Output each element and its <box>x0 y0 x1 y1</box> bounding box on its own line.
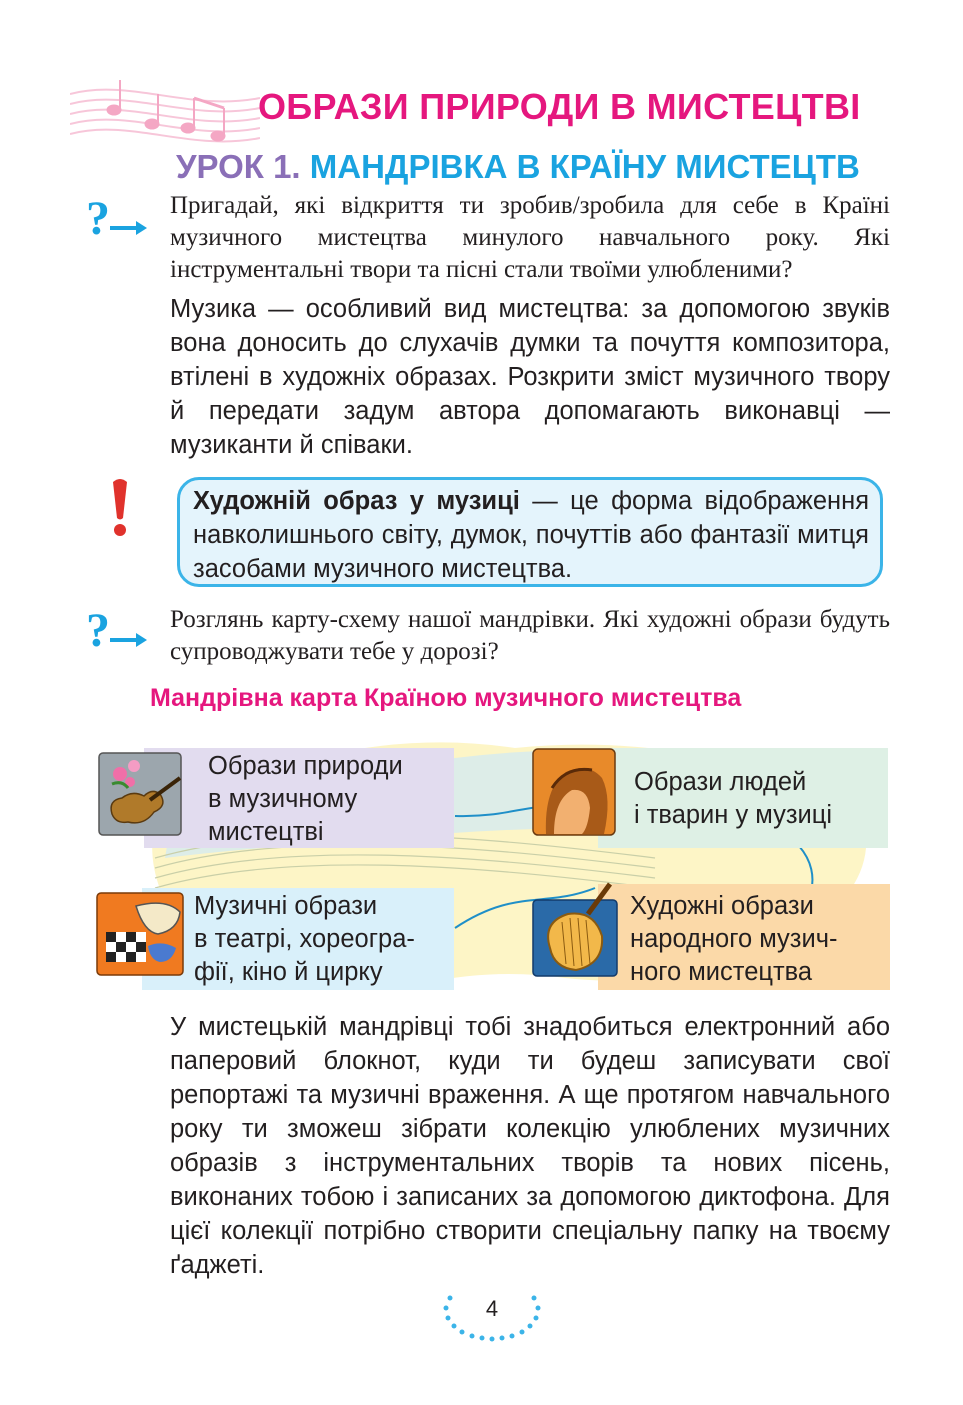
music-notes-decoration <box>70 68 260 158</box>
lesson-title <box>176 148 860 186</box>
svg-text:?: ? <box>86 604 110 652</box>
portrait-icon <box>532 748 616 836</box>
map-card-people <box>598 748 888 848</box>
question-arrow-icon <box>84 190 150 240</box>
map-title: Мандрівна карта Країною музичного мистецтва <box>150 684 742 712</box>
lesson-name: МАНДРІВКА В КРАЇНУ МИСТЕЦТВ <box>309 148 860 185</box>
map-card-label: Образи людей і тварин у музиці <box>634 768 833 829</box>
bandura-icon <box>532 878 618 978</box>
intro-paragraph: Музика — особливий вид мистецтва: за допомогою звуків вона доносить до слухачів думки та почуття композитора, втілені в художніх образах. Розкрити зміст музичного твору й передати задум автора допомагають виконавці — музиканти й співаки. <box>170 295 890 459</box>
map-card-folk <box>598 884 890 990</box>
exclamation-icon <box>108 478 132 538</box>
section-title: ОБРАЗИ ПРИРОДИ В МИСТЕЦТВІ <box>258 86 861 127</box>
page-number: 4 <box>485 1296 499 1321</box>
map-card-theatre <box>142 888 454 990</box>
map-card-label: Образи природи в музичному мистецтві <box>208 752 403 846</box>
svg-text:?: ? <box>86 192 110 240</box>
map-card-label: Художні образи народного музич- ного мистецтва <box>630 892 838 986</box>
map-card-label: Музичні образи в театрі, хореогра- фії, кіно й цирку <box>194 892 415 986</box>
definition-text <box>193 484 869 586</box>
map-card-nature <box>144 748 454 848</box>
violin-flowers-icon <box>98 752 182 836</box>
lesson-number: УРОК 1. <box>176 148 301 185</box>
definition-body: — це форма відображення навколишнього світу, думок, почуттів або фантазії митця засобами музичного мистецтва. <box>193 487 869 583</box>
question-arrow-icon <box>84 602 150 652</box>
definition-term: Художній образ у музиці <box>193 487 520 515</box>
question-1-text: Пригадай, які відкриття ти зробив/зробила для себе в Країні музичного мистецтва минулого навчального року. Які інструментальні твори та пісні стали твоїми улюбленими? <box>170 192 890 283</box>
question-2-text: Розглянь карту-схему нашої мандрівки. Які художні образи будуть супроводжувати тебе у дорозі? <box>170 606 890 665</box>
theatre-mask-icon <box>96 892 184 976</box>
closing-paragraph: У мистецькій мандрівці тобі знадобиться електронний або паперовий блокнот, куди ти будеш записувати свої репортажі та музичні враження. А ще протягом навчального року ти зможеш зібрати колекцію улюблених музичних образів з інструментальних творів та нових пісень, виконаних тобою і записаних за допомогою диктофона. Для цієї колекції потрібно створити спеціальну папку на твоєму ґаджеті. <box>170 1013 890 1279</box>
